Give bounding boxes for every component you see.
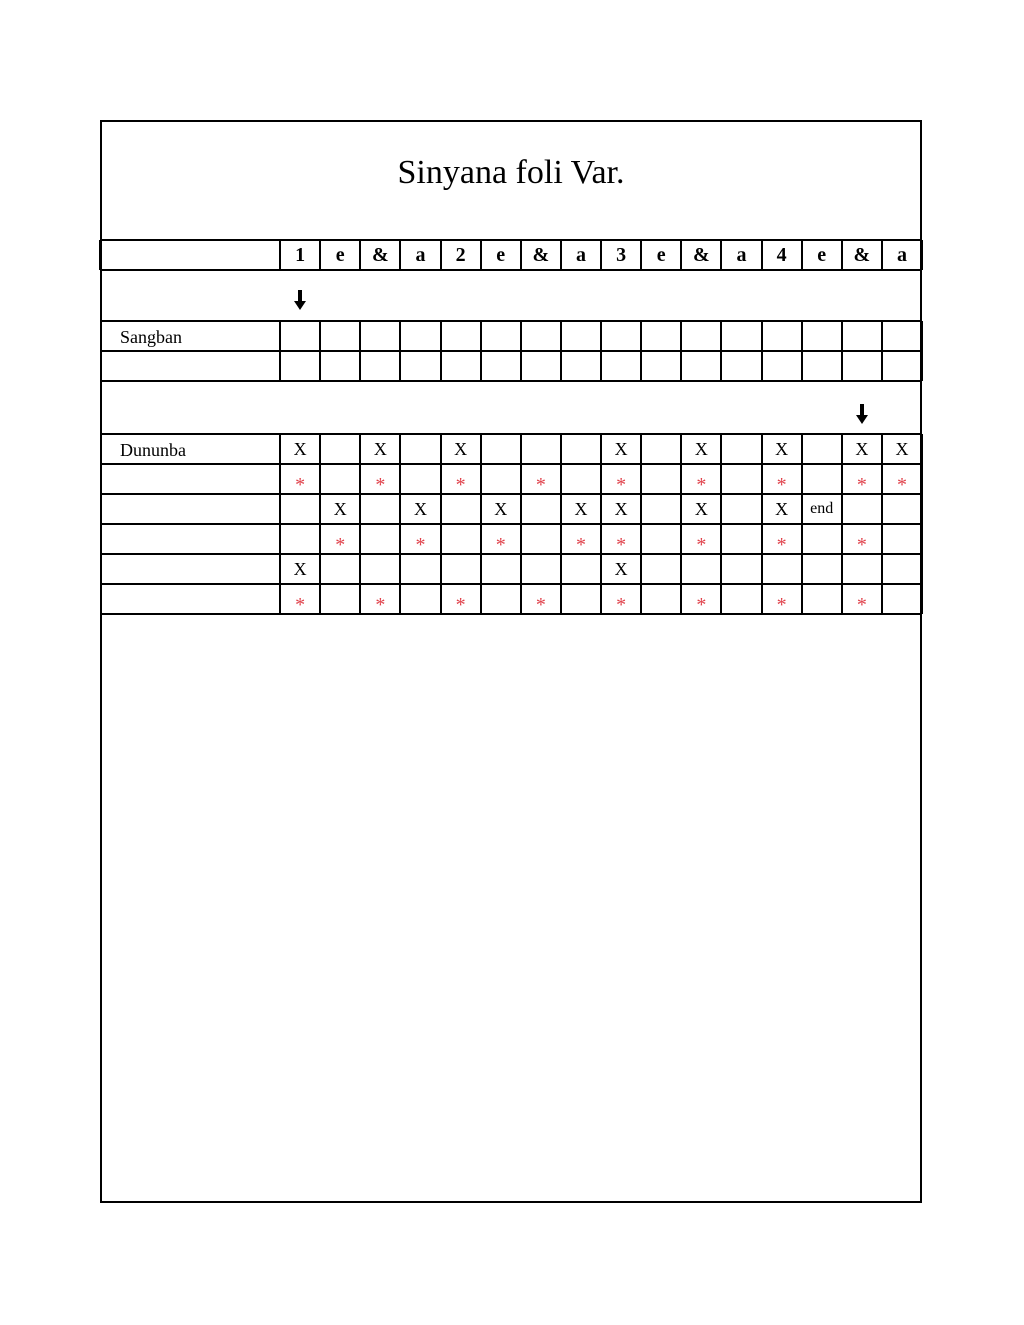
page-title: Sinyana foli Var. [397,154,625,191]
accent-mark: * [696,534,707,556]
hit-mark: X [614,439,628,459]
accent-mark: * [896,474,907,496]
grid-line [881,321,883,381]
grid-line [600,321,602,381]
hit-mark: X [895,439,909,459]
beat-header: 4 [776,244,787,266]
beat-header: & [371,244,389,266]
arrow-down-icon [293,290,307,310]
hit-mark: X [413,499,427,519]
grid-line [921,321,923,381]
accent-mark: * [295,474,306,496]
beat-header: e [817,244,827,266]
accent-mark: * [335,534,346,556]
hit-mark: X [574,499,588,519]
beat-header: a [896,244,907,266]
accent-mark: * [535,474,546,496]
hit-mark: X [494,499,508,519]
accent-mark: * [856,534,867,556]
grid-line [440,321,442,381]
hit-mark: X [614,499,628,519]
hit-mark: X [694,499,708,519]
grid-line [841,321,843,381]
accent-mark: * [696,594,707,616]
grid-line [399,321,401,381]
hit-mark: X [293,559,307,579]
beat-header: & [853,244,871,266]
grid-line [761,321,763,381]
hit-mark: X [293,439,307,459]
accent-mark: * [415,534,426,556]
beat-header: 2 [455,244,466,266]
hit-mark: X [855,439,869,459]
accent-mark: * [375,474,386,496]
grid-line [480,321,482,381]
accent-mark: * [776,474,787,496]
end-marker: end [810,500,834,517]
beat-header: 3 [616,244,627,266]
hit-mark: X [454,439,468,459]
accent-mark: * [455,474,466,496]
sangban-row-line [100,320,922,322]
grid-line [680,321,682,381]
grid-line [99,240,101,270]
beat-header: e [335,244,345,266]
hit-mark: X [373,439,387,459]
beat-header: & [532,244,550,266]
accent-mark: * [295,594,306,616]
accent-mark: * [696,474,707,496]
sangban-label: Sangban [120,327,182,347]
accent-mark: * [535,594,546,616]
arrow-down-icon [855,404,869,424]
grid-line [801,321,803,381]
dununba-label: Dununba [120,440,186,460]
accent-mark: * [776,594,787,616]
beat-header: e [656,244,666,266]
rhythm-sheet [100,120,922,1203]
accent-mark: * [575,534,586,556]
hit-mark: X [775,499,789,519]
grid-line [720,321,722,381]
accent-mark: * [616,594,627,616]
grid-line [279,321,281,381]
accent-mark: * [455,594,466,616]
accent-mark: * [856,594,867,616]
hit-mark: X [775,439,789,459]
beat-header: e [496,244,506,266]
hit-mark: X [694,439,708,459]
grid-line [560,321,562,381]
beat-header: a [736,244,747,266]
accent-mark: * [616,474,627,496]
beat-header: & [692,244,710,266]
hit-mark: X [614,559,628,579]
dununba-section-line [100,380,922,382]
accent-mark: * [375,594,386,616]
grid-line [520,321,522,381]
accent-mark: * [776,534,787,556]
grid-line [319,321,321,381]
beat-header: a [415,244,426,266]
accent-mark: * [495,534,506,556]
sangban-section-line [100,269,922,271]
accent-mark: * [856,474,867,496]
grid-line [640,321,642,381]
accent-mark: * [616,534,627,556]
hit-mark: X [333,499,347,519]
grid-line [359,321,361,381]
beat-header: a [575,244,586,266]
beat-header: 1 [295,244,306,266]
sangban-row-line [100,350,922,352]
